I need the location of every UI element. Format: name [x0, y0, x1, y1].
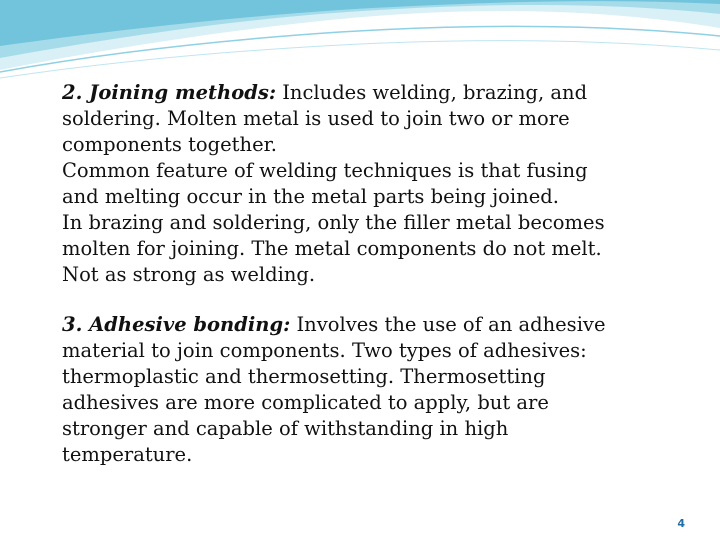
item-2-line: molten for joining. The metal components do not melt. — [62, 237, 602, 260]
header-wave-decoration — [0, 0, 720, 90]
item-3-line: thermoplastic and thermosetting. Thermosetting — [62, 365, 546, 388]
item-3-first-line: 3. Adhesive bonding: Involves the use of an adhesive — [62, 313, 606, 336]
item-adhesive-bonding — [62, 312, 702, 468]
item-3-line: material to join components. Two types of adhesives: — [62, 339, 587, 362]
item-2-first-line: 2. Joining methods: Includes welding, brazing, and — [62, 81, 588, 104]
item-2-line: Common feature of welding techniques is that fusing — [62, 159, 588, 182]
item-2-line: soldering. Molten metal is used to join two or more — [62, 107, 570, 130]
item-2-line: components together. — [62, 133, 277, 156]
item-2-line: In brazing and soldering, only the filler metal becomes — [62, 211, 605, 234]
item-joining-methods — [62, 80, 702, 288]
item-2-heading: 2. Joining methods: — [62, 81, 277, 104]
item-3-heading: 3. Adhesive bonding: — [62, 313, 291, 336]
item-3-line: temperature. — [62, 443, 193, 466]
page-number: 4 — [677, 517, 685, 530]
item-2-line: and melting occur in the metal parts being joined. — [62, 185, 559, 208]
item-3-line: adhesives are more complicated to apply, but are — [62, 391, 549, 414]
slide-body — [62, 80, 702, 468]
item-3-line: stronger and capable of withstanding in high — [62, 417, 509, 440]
item-2-line: Not as strong as welding. — [62, 263, 316, 286]
